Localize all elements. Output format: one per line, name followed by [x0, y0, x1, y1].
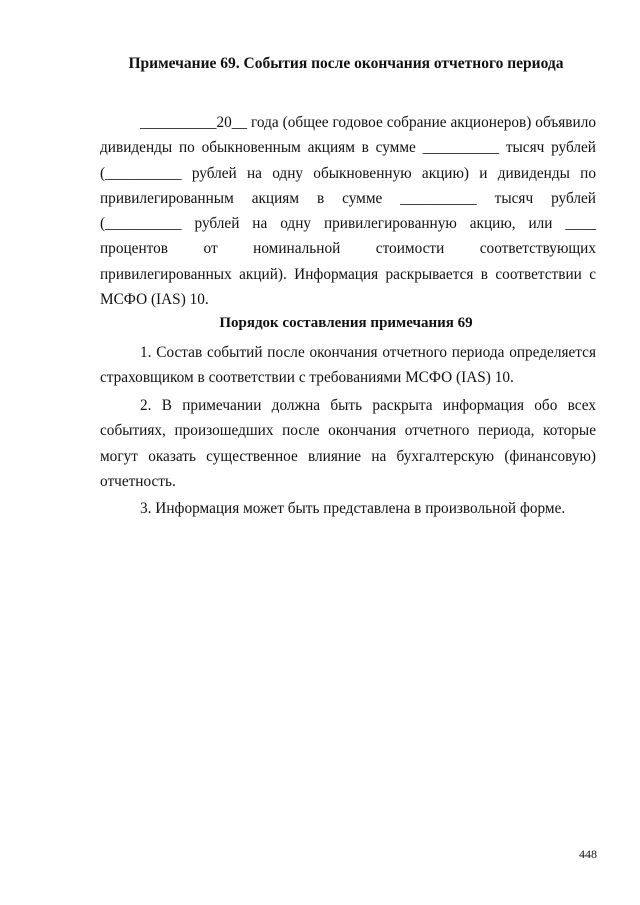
intro-paragraph: __________20__ года (общее годовое собрание акционеров) объявило дивиденды по обыкновенным акциям в сумме __________ тысяч рублей (__________ рублей на одну обыкновенную акцию) и дивиденды по привилегированным акциям в сумме __________ тысяч рублей (__________ рублей на одну привилегированную акцию, или ____ процентов от номинальной стоимости соответствующих привилегированных акций). Информация раскрывается в соответствии с МСФО (IAS) 10.: [100, 114, 596, 309]
procedure-title: Порядок составления примечания 69: [219, 315, 473, 331]
procedure-item: 2. В примечании должна быть раскрыта информация обо всех событиях, произошедших после окончания отчетного периода, которые могут оказать существенное влияние на бухгалтерскую (финансовую) отчетность.: [100, 397, 596, 490]
procedure-item: 1. Состав событий после окончания отчетного периода определяется страховщиком в соответствии с требованиями МСФО (IAS) 10.: [100, 344, 596, 387]
page-number: 448: [579, 847, 597, 861]
procedure-item: 3. Информация может быть представлена в произвольной форме.: [140, 500, 566, 517]
note-title: Примечание 69. События после окончания отчетного периода: [128, 55, 564, 72]
